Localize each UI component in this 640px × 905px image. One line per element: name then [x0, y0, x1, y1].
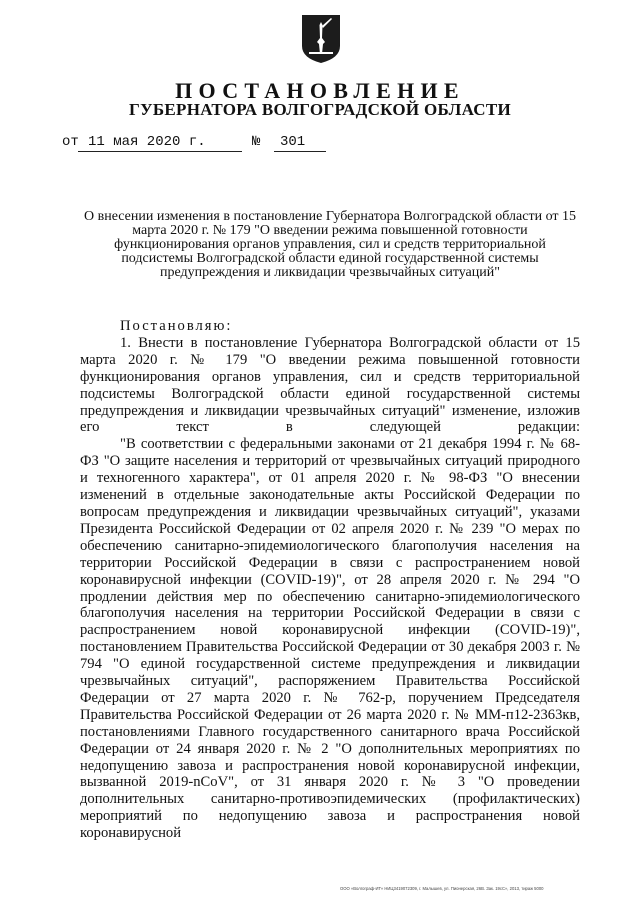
document-subject: О внесении изменения в постановление Губернатора Волгоградской области от 15 марта 2020 г. № 179 "О введении режима повышенной готовности функционирования органов управления, сил и средств территориальной подсистемы Волгоградской области единой государственной системы предупреждения и ликвидации чрезвычайных ситуаций" [83, 209, 577, 280]
document-subtitle: ГУБЕРНАТОРА ВОЛГОГРАДСКОЙ ОБЛАСТИ [128, 100, 512, 119]
number-label: № [252, 134, 261, 150]
date-underline [78, 151, 242, 152]
coat-of-arms-icon [301, 14, 341, 64]
paragraph-1: 1. Внести в постановление Губернатора Волгоградской области от 15 марта 2020 г. № 179 "О введении режима повышенной готовности функционирования органов управления, сил и средств территориальной подсистемы Волгоградской области единой государственной системы предупреждения и ликвидации чрезвычайных ситуаций" изменение, изложив его текст в следующей редакции: [80, 334, 580, 436]
document-date: 11 мая 2020 г. [88, 134, 206, 150]
number-underline [274, 151, 326, 152]
paragraph-2: "В соответствии с федеральными законами от 21 декабря 1994 г. № 68-ФЗ "О защите населения и территорий от чрезвычайных ситуаций природного и техногенного характера", от 01 апреля 2020 г. № 98-ФЗ "О внесении изменений в отдельные законодательные акты Российской Федерации по вопросам предупреждения и ликвидации чрезвычайных ситуаций", указами Президента Российской Федерации от 02 апреля 2020 г. № 239 "О мерах по обеспечению санитарно-эпидемиологического благополучия населения на территории Российской Федерации в связи с распространением новой коронавирусной инфекции (COVID-19)", от 28 апреля 2020 г. № 294 "О продлении действия мер по обеспечению санитарно-эпидемиологического благополучия населения на территории Российской Федерации в связи с распространением новой коронавирусной инфекции (COVID-19)", постановлением Правительства Российской Федерации от 30 декабря 2003 г. № 794 "О единой государственной системе предупреждения и ликвидации чрезвычайных ситуаций", распоряжением Правительства Российской Федерации от 27 марта 2020 г. № 762-р, поручением Председателя Правительства Российской Федерации от 26 марта 2020 г. № ММ-п12-2363кв, постановлениями Главного государственного санитарного врача Российской Федерации от 24 января 2020 г. № 2 "О дополнительных мероприятиях по недопущению завоза и распространения новой коронавирусной инфекции, вызванной 2019-nCoV", от 31 января 2020 г. № 3 "О проведении дополнительных санитарно-противоэпидемических (профилактических) мероприятий по недопущению завоза и распространения новой коронавирусной [80, 436, 580, 842]
document-title: ПОСТАНОВЛЕНИЕ [175, 78, 465, 103]
document-body [80, 318, 580, 842]
printer-imprint: ООО «Волгограф-ИТ» НИЦ3419072309, г. Малышев, ул. Пионерская, 26В. Зак. 19сС», 2013, тираж 5000 [340, 886, 544, 891]
dateline [62, 134, 402, 156]
document-number: 301 [280, 134, 306, 150]
decree-heading: Постановляю: [120, 318, 233, 334]
date-from-label: от [62, 134, 79, 150]
